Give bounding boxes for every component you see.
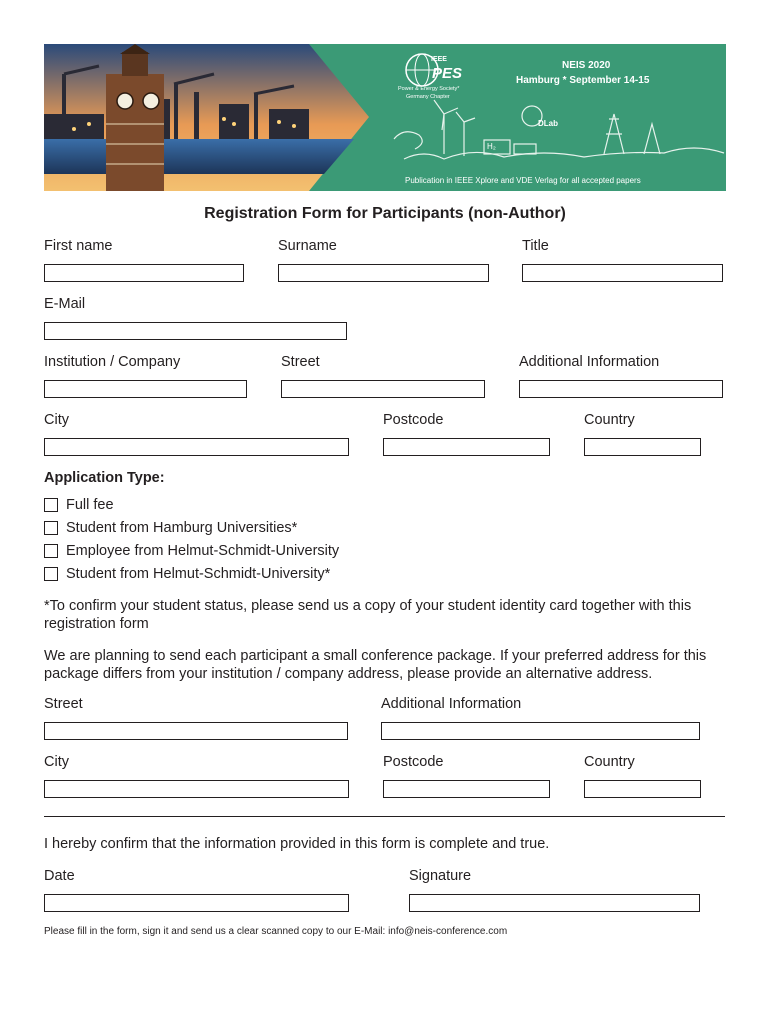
alt-country-field[interactable] bbox=[584, 780, 701, 798]
banner-artwork bbox=[44, 44, 726, 191]
alt-additional-info-label: Additional Information bbox=[381, 696, 522, 712]
conference-banner bbox=[44, 44, 726, 191]
publication-note: Publication in IEEE Xplore and VDE Verlag for all accepted papers bbox=[405, 176, 641, 185]
checkbox[interactable] bbox=[44, 567, 58, 581]
signature-field[interactable] bbox=[409, 894, 700, 912]
email-field[interactable] bbox=[44, 322, 347, 340]
checkbox[interactable] bbox=[44, 521, 58, 535]
country-label: Country bbox=[584, 412, 635, 428]
surname-label: Surname bbox=[278, 238, 337, 254]
street-field[interactable] bbox=[281, 380, 485, 398]
option-label: Full fee bbox=[66, 497, 114, 513]
alt-street-field[interactable] bbox=[44, 722, 348, 740]
date-field[interactable] bbox=[44, 894, 349, 912]
option-label: Student from Helmut-Schmidt-University* bbox=[66, 566, 331, 582]
option-label: Student from Hamburg Universities* bbox=[66, 520, 298, 536]
divider bbox=[44, 816, 725, 817]
form-title: Registration Form for Participants (non-Author) bbox=[204, 205, 566, 222]
surname-field[interactable] bbox=[278, 264, 489, 282]
application-type-option[interactable] bbox=[44, 497, 114, 513]
event-location-date: Hamburg * September 14-15 bbox=[516, 75, 650, 86]
checkbox[interactable] bbox=[44, 544, 58, 558]
city-field[interactable] bbox=[44, 438, 349, 456]
city-label: City bbox=[44, 412, 69, 428]
h2-label: H₂ bbox=[487, 142, 496, 151]
ieee-logo-text: IEEE bbox=[431, 56, 447, 63]
signature-label: Signature bbox=[409, 868, 472, 884]
dlab-logo-text: DLab bbox=[538, 119, 558, 128]
student-note: *To confirm your student status, please send us a copy of your student identity card together with this registration form bbox=[44, 598, 692, 632]
alt-country-label: Country bbox=[584, 754, 635, 770]
confirmation-text: I hereby confirm that the information provided in this form is complete and true. bbox=[44, 836, 550, 852]
application-type-heading: Application Type: bbox=[44, 470, 165, 486]
option-label: Employee from Helmut-Schmidt-University bbox=[66, 543, 340, 559]
email-label: E-Mail bbox=[44, 296, 86, 312]
footer-instructions: Please fill in the form, sign it and send us a clear scanned copy to our E-Mail: info@neis-conference.com bbox=[44, 926, 508, 937]
alt-postcode-label: Postcode bbox=[383, 754, 444, 770]
additional-info-label: Additional Information bbox=[519, 354, 660, 370]
postcode-label: Postcode bbox=[383, 412, 444, 428]
society-line1: Power & Energy Society* bbox=[398, 86, 460, 92]
alt-street-label: Street bbox=[44, 696, 83, 712]
country-field[interactable] bbox=[584, 438, 701, 456]
date-label: Date bbox=[44, 868, 75, 884]
alt-postcode-field[interactable] bbox=[383, 780, 550, 798]
application-type-option[interactable] bbox=[44, 520, 297, 536]
street-label: Street bbox=[281, 354, 320, 370]
first-name-label: First name bbox=[44, 238, 113, 254]
society-line2: Germany Chapter bbox=[406, 94, 450, 100]
institution-field[interactable] bbox=[44, 380, 247, 398]
application-type-option[interactable] bbox=[44, 543, 339, 559]
application-type-option[interactable] bbox=[44, 566, 330, 582]
event-name: NEIS 2020 bbox=[562, 60, 611, 71]
postcode-field[interactable] bbox=[383, 438, 550, 456]
alt-city-label: City bbox=[44, 754, 69, 770]
alt-city-field[interactable] bbox=[44, 780, 349, 798]
title-field[interactable] bbox=[522, 264, 723, 282]
alt-additional-info-field[interactable] bbox=[381, 722, 700, 740]
institution-label: Institution / Company bbox=[44, 354, 181, 370]
checkbox[interactable] bbox=[44, 498, 58, 512]
first-name-field[interactable] bbox=[44, 264, 244, 282]
title-label: Title bbox=[522, 238, 549, 254]
package-note: We are planning to send each participant a small conference package. If your preferred address for this package differs from your institution / company address, please provide an alternative address. bbox=[44, 648, 707, 682]
additional-info-field[interactable] bbox=[519, 380, 723, 398]
pes-logo-text: PES bbox=[432, 65, 463, 82]
